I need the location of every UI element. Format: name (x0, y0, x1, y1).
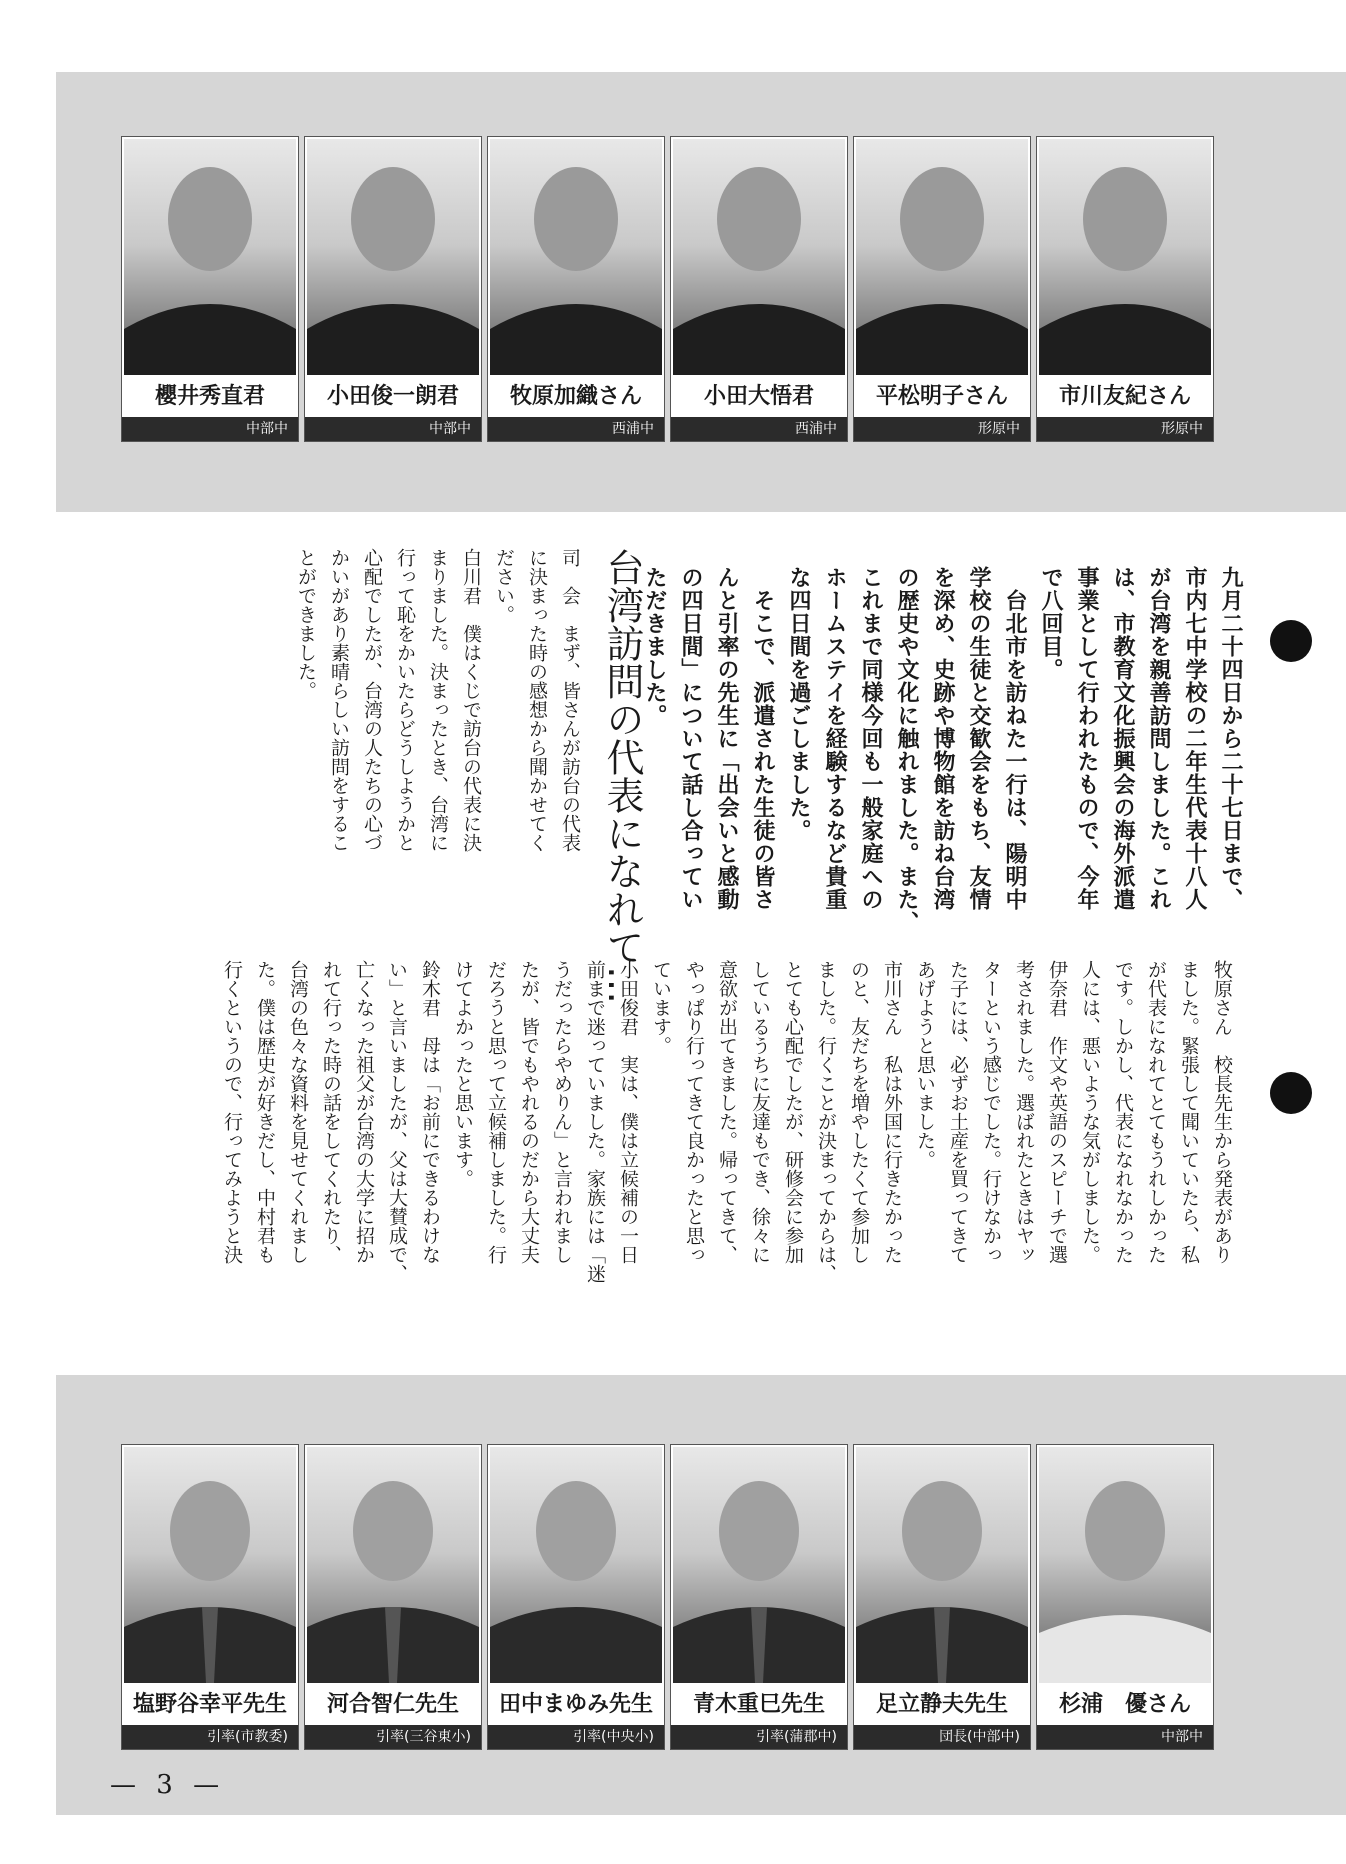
chaperone-name: 塩野谷幸平先生 (124, 1685, 296, 1723)
student-portrait (673, 139, 845, 375)
student-name: 市川友紀さん (1039, 377, 1211, 415)
chaperone-card (853, 1444, 1031, 1750)
student-school: 中部中 (305, 417, 481, 441)
chaperone-role: 引率(三谷東小) (305, 1725, 481, 1749)
student-name: 小田大悟君 (673, 377, 845, 415)
page-number: — 3 — (110, 1770, 226, 1800)
chaperone-card (670, 1444, 848, 1750)
chaperone-name: 河合智仁先生 (307, 1685, 479, 1723)
bullet-dot (1270, 620, 1312, 662)
article-body-upper: 司 会 まず、皆さんが訪台の代表 に決まった時の感想から聞かせてく ださい。 白川君 僕はくじで訪台の代表に決 まりました。決まったとき、台湾に 行って恥をかいたらどうしようかと 心配でしたが、台湾の人たちの心づ かいがあり素晴らしい訪問をするこ とができました。 (295, 548, 581, 852)
chaperone-portrait (307, 1447, 479, 1683)
student-card (121, 136, 299, 442)
student-portrait (1039, 139, 1211, 375)
chaperone-name: 足立静夫先生 (856, 1685, 1028, 1723)
chaperone-name: 杉浦 優さん (1039, 1685, 1211, 1723)
chaperone-name: 青木重巳先生 (673, 1685, 845, 1723)
chaperone-portrait (490, 1447, 662, 1683)
student-portrait (124, 139, 296, 375)
chaperone-portrait (124, 1447, 296, 1683)
chaperone-card (1036, 1444, 1214, 1750)
student-card (487, 136, 665, 442)
student-school: 形原中 (1037, 417, 1213, 441)
student-name: 小田俊一朗君 (307, 377, 479, 415)
chaperone-role: 引率(市教委) (122, 1725, 298, 1749)
bullet-dot (1270, 1072, 1312, 1114)
chaperone-role: 団長(中部中) (854, 1725, 1030, 1749)
chaperone-role: 引率(蒲郡中) (671, 1725, 847, 1749)
student-portrait (490, 139, 662, 375)
article-lead: 九月二十四日から二十七日まで、 市内七中学校の二年生代表十八人 が台湾を親善訪問しました。これ は、市教育文化振興会の海外派遣 事業として行われたもので、今年 で八回目。 台北市を訪ねた一行は、陽明中 学校の生徒と交歓会をもち、友情 を深め、史跡や博物館を訪ね台湾 の歴史や文化に触れました。また、 これまで同様今回も一般家庭への ホームステイを経験するなど貴重 な四日間を過ごしました。 そこで、派遣された生徒の皆さ んと引率の先生に「出会いと感動 の四日間」について話し合ってい ただきました。 (642, 566, 1243, 934)
student-school: 中部中 (122, 417, 298, 441)
student-portrait (856, 139, 1028, 375)
student-card (304, 136, 482, 442)
student-name: 牧原加織さん (490, 377, 662, 415)
student-portrait (307, 139, 479, 375)
chaperone-portrait (856, 1447, 1028, 1683)
student-school: 形原中 (854, 417, 1030, 441)
student-school: 西浦中 (488, 417, 664, 441)
chaperone-name: 田中まゆみ先生 (490, 1685, 662, 1723)
chaperone-portrait (1039, 1447, 1211, 1683)
student-card (670, 136, 848, 442)
chaperone-role: 中部中 (1037, 1725, 1213, 1749)
student-card (1036, 136, 1214, 442)
article-body-lower: 牧原さん 校長先生から発表があり ました。緊張して聞いていたら、私 が代表になれてとてもうれしかった です。しかし、代表になれなかった 人には、悪いような気がしました。 伊奈君 作文や英語のスピーチで選 考されました。選ばれたときはヤッ ターという感じでした。行けなかっ た子には、必ずお土産を買ってきて あげようと思いました。 市川さん 私は外国に行きたかった のと、友だちを増やしたくて参加し ました。行くことが決まってからは、 とても心配でしたが、研修会に参加 しているうちに友達もでき、徐々に 意欲が出てきました。帰ってきて、 やっぱり行ってきて良かったと思っ ています。 小田俊君 実は、僕は立候補の一日 前まで迷っていました。家族には「迷 うだったらやめりん」と言われまし たが、皆でもやれるのだから大丈夫 だろうと思って立候補しました。行 けてよかったと思います。 鈴木君 母は「お前にできるわけな い」と言いましたが、父は大賛成で、 亡くなった祖父が台湾の大学に招か れて行った時の話をしてくれたり、 台湾の色々な資料を見せてくれまし た。僕は歴史が好きだし、中村君も 行くというので、行ってみようと決 (221, 960, 1233, 1283)
chaperone-card (304, 1444, 482, 1750)
student-name: 平松明子さん (856, 377, 1028, 415)
student-card (853, 136, 1031, 442)
chaperone-card (121, 1444, 299, 1750)
chaperone-card (487, 1444, 665, 1750)
article-heading: 台湾訪問の代表になれて… (600, 548, 644, 1004)
student-school: 西浦中 (671, 417, 847, 441)
student-name: 櫻井秀直君 (124, 377, 296, 415)
chaperone-role: 引率(中央小) (488, 1725, 664, 1749)
chaperone-portrait (673, 1447, 845, 1683)
